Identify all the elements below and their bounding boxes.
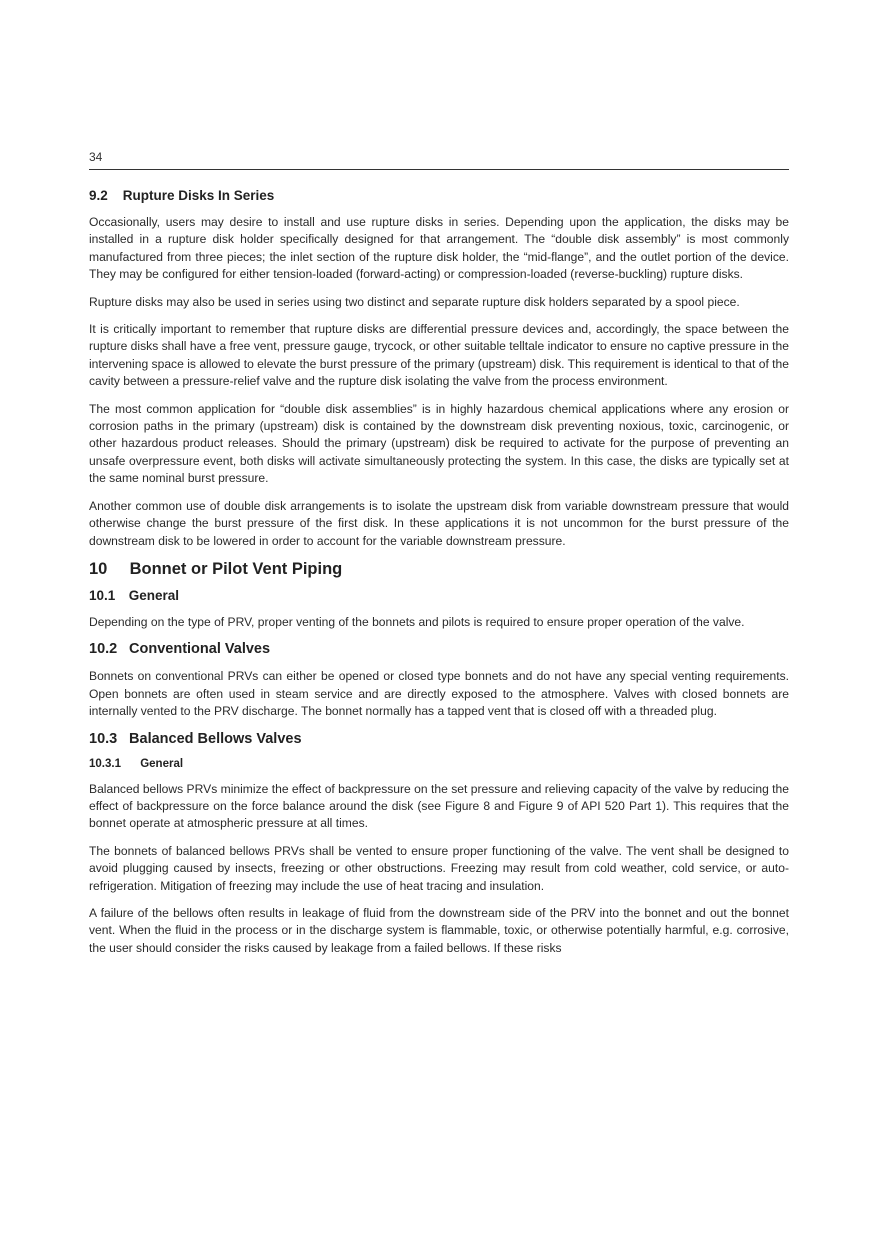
paragraph: Occasionally, users may desire to install and use rupture disks in series. Depending upon the application, the disks may be installed in a rupture disk holder specifically designed for that arrangement. The “double disk assembly” is most commonly manufactured from three pieces; the inlet section of the rupture disk holder, the “mid-flange”, and the outlet portion of the device. They may be configured for either tension-loaded (forward-acting) or compression-loaded (reverse-buckling) rupture disks. [89, 215, 789, 282]
section-number: 9.2 [89, 188, 108, 203]
section-title: General [140, 757, 184, 770]
section-heading-10 [89, 560, 789, 579]
page-content [89, 188, 789, 967]
paragraph: Rupture disks may also be used in series using two distinct and separate rupture disk holders separated by a spool piece. [89, 294, 740, 309]
paragraph: A failure of the bellows often results in leakage of fluid from the downstream side of the PRV into the bonnet and out the bonnet vent. When the fluid in the process or in the discharge system is flammable, toxic, or otherwise potentially harmful, e.g. corrosive, the user should consider the risks caused by leakage from a failed bellows. If these risks [89, 905, 789, 955]
section-heading-10-3-1 [89, 758, 789, 770]
paragraph: The most common application for “double disk assemblies” is in highly hazardous chemical applications where any erosion or corrosion paths in the primary (upstream) disk is contained by the downstream disk preventing noxious, toxic, carcinogenic, or other hazardous product releases. Should the primary (upstream) disk be required to activate for the purpose of preventing an unsafe overpressure event, both disks will activate simultaneously protecting the system. In this case, the disks are typically set at the same nominal burst pressure. [89, 401, 789, 486]
section-number: 10.3.1 [89, 757, 121, 770]
paragraph: Bonnets on conventional PRVs can either be opened or closed type bonnets and do not have any special venting requirements. Open bonnets are often used in steam service and are directly exposed to the atmosphere. Valves with closed bonnets are internally vented to the PRV discharge. The bonnet normally has a tapped vent that is closed off with a threaded plug. [89, 669, 789, 719]
section-heading-10-1 [89, 588, 789, 603]
section-title: Balanced Bellows Valves [129, 730, 302, 747]
section-title: Rupture Disks In Series [122, 188, 275, 203]
section-number: 10.1 [89, 587, 116, 603]
paragraph: Depending on the type of PRV, proper venting of the bonnets and pilots is required to ensure proper operation of the valve. [89, 614, 745, 629]
paragraph: Balanced bellows PRVs minimize the effect of backpressure on the set pressure and relieving capacity of the valve by reducing the effect of backpressure on the force balance around the disk (see Figure 8 and Figure 9 of API 520 Part 1). This requires that the bonnet operate at atmospheric pressure at all times. [89, 781, 789, 831]
section-title: Conventional Valves [129, 641, 271, 658]
section-title: Bonnet or Pilot Vent Piping [129, 559, 343, 578]
section-heading-10-2 [89, 641, 789, 657]
header-rule [89, 169, 789, 170]
page-number: 34 [89, 150, 103, 164]
section-title: General [128, 587, 180, 603]
section-number: 10 [89, 559, 108, 578]
section-number: 10.2 [89, 641, 118, 658]
paragraph: It is critically important to remember that rupture disks are differential pressure devices and, accordingly, the space between the rupture disks shall have a free vent, pressure gauge, trycock, or other suitable telltale indicator to ensure no captive pressure in the intervening space is allowed to elevate the burst pressure of the primary (upstream) disk. This requirement is identical to that of the cavity between a pressure-relief valve and the rupture disk isolating the valve from the process environment. [89, 322, 789, 389]
paragraph: Another common use of double disk arrangements is to isolate the upstream disk from variable downstream pressure that would otherwise change the burst pressure of the first disk. In these applications it is not uncommon for the burst pressure of the downstream disk to be lowered in order to account for the variable downstream pressure. [89, 498, 789, 548]
paragraph: The bonnets of balanced bellows PRVs shall be vented to ensure proper functioning of the valve. The vent shall be designed to avoid plugging caused by insects, freezing or other obstructions. Freezing may result from cold weather, cold service, or auto-refrigeration. Mitigation of freezing may include the use of heat tracing and insulation. [89, 843, 789, 893]
section-heading-10-3 [89, 731, 789, 747]
section-heading-9-2 [89, 188, 789, 203]
section-number: 10.3 [89, 730, 118, 747]
